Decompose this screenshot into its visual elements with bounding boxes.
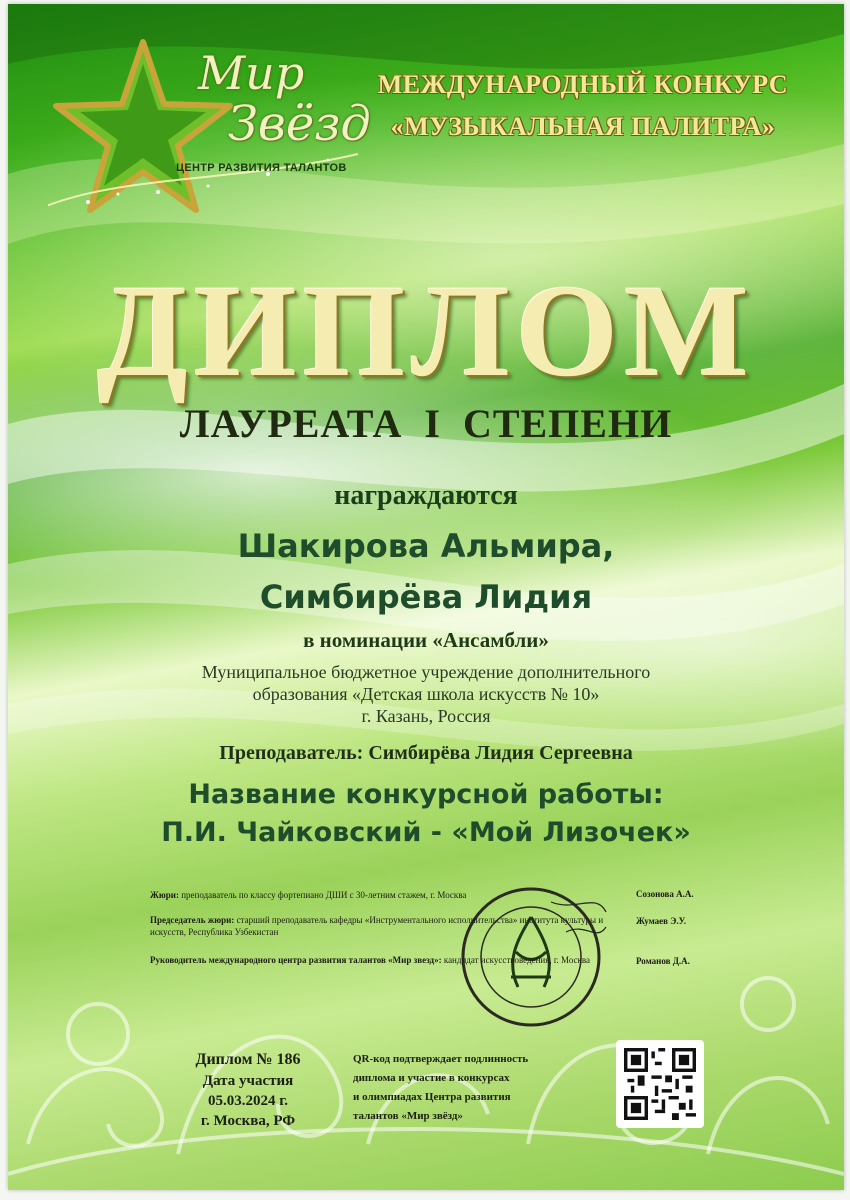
center-director <box>150 954 620 966</box>
qr-note-line: и олимпиадах Центра развития <box>353 1091 511 1103</box>
work-label: Название конкурсной работы: <box>188 779 664 810</box>
jury-member <box>150 889 620 901</box>
jury-description: преподаватель по классу фортепиано ДШИ с 30-летним стажем, г. Москва <box>181 890 467 900</box>
jury-role: Руководитель международного центра развития талантов «Мир звезд»: <box>150 955 442 965</box>
jury-chair <box>150 914 620 938</box>
logo-script-line2: Звёзд <box>228 96 371 152</box>
participation-date: 05.03.2024 г. <box>207 1093 289 1109</box>
logo-tagline: ЦЕНТР РАЗВИТИЯ ТАЛАНТОВ <box>176 162 347 174</box>
teacher: Преподаватель: Симбирёва Лидия Сергеевна <box>219 742 633 764</box>
jury-role: Жюри: <box>150 890 179 900</box>
logo-script-line1: Мир <box>198 46 305 100</box>
institution-line: образования «Детская школа искусств № 10» <box>252 684 600 704</box>
recipient-name: Шакирова Альмира, <box>237 527 615 565</box>
place: г. Москва, РФ <box>200 1113 296 1129</box>
jury-signature-name: Романов Д.А. <box>636 956 690 966</box>
diploma-title: ДИПЛОМ <box>97 257 755 404</box>
qr-note-line: QR-код подтверждает подлинность <box>353 1053 529 1065</box>
diploma-number: Диплом № 186 <box>195 1051 301 1068</box>
qr-note-line: диплома и участие в конкурсах <box>353 1072 510 1084</box>
jury-description: кандидат искусствоведения, г. Москва <box>443 955 591 965</box>
work-title: П.И. Чайковский - «Мой Лизочек» <box>161 817 691 848</box>
degree-heading: ЛАУРЕАТА I СТЕПЕНИ <box>179 401 673 446</box>
contest-title-line2: «МУЗЫКАЛЬНАЯ ПАЛИТРА» <box>390 112 776 141</box>
logo <box>48 34 378 224</box>
institution-line: Муниципальное бюджетное учреждение дополнительного <box>201 662 651 682</box>
jury-role: Председатель жюри: <box>150 915 235 925</box>
qr-note-line: талантов «Мир звёзд» <box>353 1110 463 1122</box>
awarded-label: награждаются <box>334 480 518 511</box>
jury-description: старший преподаватель кафедры «Инструментального исполнительства» института культуры и искусств, Республика Узбекистан <box>150 915 604 937</box>
institution-line: г. Казань, Россия <box>361 706 491 726</box>
diploma-sheet <box>8 4 844 1190</box>
recipient-name: Симбирёва Лидия <box>259 578 593 616</box>
jury-signature-name: Созонова А.А. <box>636 889 694 899</box>
date-label: Дата участия <box>202 1073 294 1089</box>
qr-note <box>353 1050 583 1126</box>
jury-signature-name: Жумаев Э.У. <box>636 916 687 926</box>
nomination: в номинации «Ансамбли» <box>303 628 549 652</box>
qr-code-icon <box>624 1048 696 1120</box>
qr-code[interactable] <box>616 1040 704 1128</box>
contest-title-line1: МЕЖДУНАРОДНЫЙ КОНКУРС <box>377 70 789 99</box>
